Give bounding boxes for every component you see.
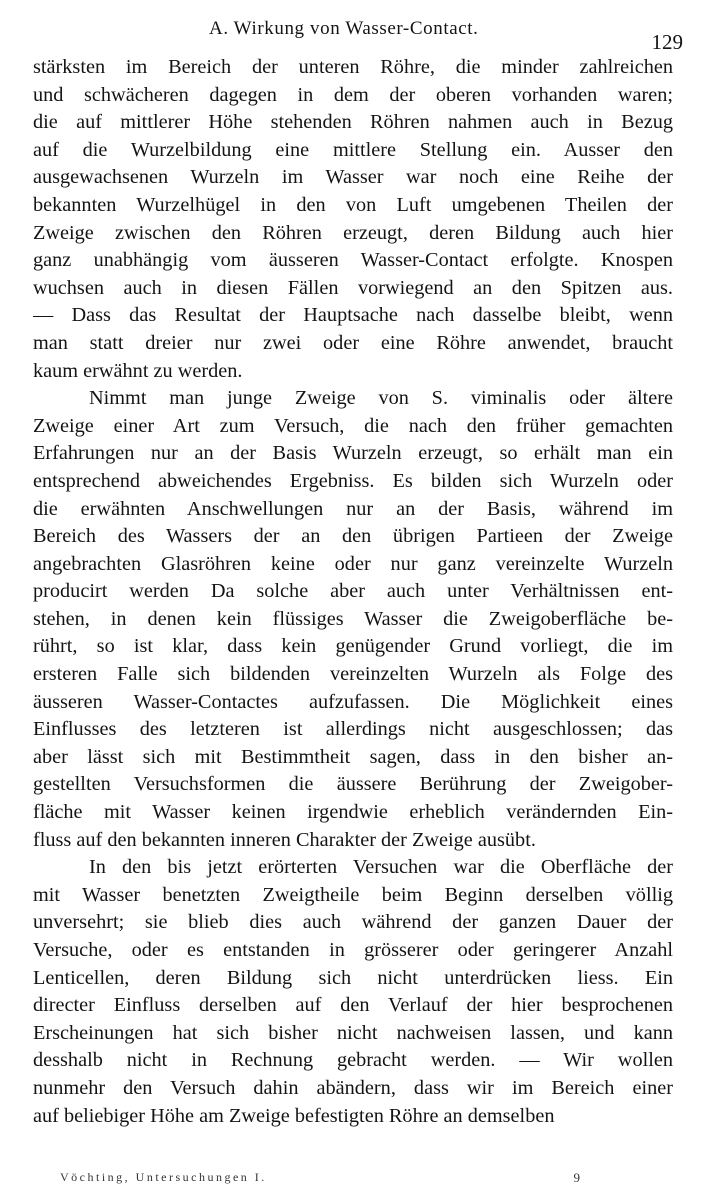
running-head: [33, 14, 683, 54]
text-line: Bereich des Wassers der an den übrigen Partieen der Zweige: [33, 525, 673, 548]
text-line: mit Wasser benetzten Zweigtheile beim Beginn derselben völlig: [33, 883, 673, 906]
paragraph: [33, 54, 673, 385]
text-line: stärksten im Bereich der unteren Röhre, die minder zahlreichen: [33, 56, 673, 78]
text-line: ausgewachsenen Wurzeln im Wasser war noch eine Reihe der: [33, 166, 673, 189]
text-line: fluss auf den bekannten inneren Charakter der Zweige ausübt.: [33, 828, 536, 851]
text-line: producirt werden Da solche aber auch unter Verhältnissen ent-: [33, 580, 673, 603]
text-line: äusseren Wasser-Contactes aufzufassen. Die Möglichkeit eines: [33, 690, 673, 713]
text-line: die erwähnten Anschwellungen nur an der Basis, während im: [33, 497, 673, 520]
text-line: Lenticellen, deren Bildung sich nicht unterdrücken liess. Ein: [33, 966, 673, 989]
text-line: gestellten Versuchsformen die äussere Berührung der Zweigober-: [33, 773, 673, 796]
body-text: [33, 54, 673, 1130]
text-line: auf die Wurzelbildung eine mittlere Stellung ein. Ausser den: [33, 138, 673, 161]
text-line: bekannten Wurzelhügel in den von Luft umgebenen Theilen der: [33, 193, 673, 216]
text-line: stehen, in denen kein flüssiges Wasser die Zweigoberfläche be-: [33, 607, 673, 630]
text-line: aber lässt sich mit Bestimmtheit sagen, dass in den bisher an-: [33, 745, 673, 768]
text-line: fläche mit Wasser keinen irgendwie erheblich verändernden Ein-: [33, 801, 673, 824]
text-line: entsprechend abweichendes Ergebniss. Es bilden sich Wurzeln oder: [33, 469, 673, 492]
text-line: die auf mittlerer Höhe stehenden Röhren nahmen auch in Bezug: [33, 111, 673, 134]
text-line: ganz unabhängig vom äusseren Wasser-Contact erfolgte. Knospen: [33, 249, 673, 272]
text-line: — Dass das Resultat der Hauptsache nach dasselbe bleibt, wenn: [33, 304, 673, 327]
footer-author: Vöchting, Untersuchungen I.: [60, 1170, 267, 1184]
text-line: Nimmt man junge Zweige von S. viminalis oder ältere: [89, 387, 673, 410]
page-number: 129: [651, 30, 683, 54]
page-footer: [60, 1170, 580, 1192]
footer-signature: 9: [573, 1170, 580, 1185]
text-line: Einflusses des letzteren ist allerdings nicht ausgeschlossen; das: [33, 718, 673, 741]
text-line: Erscheinungen hat sich bisher nicht nachweisen lassen, und kann: [33, 1021, 673, 1044]
text-line: desshalb nicht in Rechnung gebracht werden. — Wir wollen: [33, 1049, 673, 1072]
text-line: man statt dreier nur zwei oder eine Röhre anwendet, braucht: [33, 331, 673, 354]
text-line: unversehrt; sie blieb dies auch während der ganzen Dauer der: [33, 911, 673, 934]
text-line: ersteren Falle sich bildenden vereinzelten Wurzeln als Folge des: [33, 663, 673, 686]
text-line: Versuche, oder es entstanden in grösserer oder geringerer Anzahl: [33, 939, 673, 961]
text-line: kaum erwähnt zu werden.: [33, 359, 243, 382]
text-line: und schwächeren dagegen in dem der oberen vorhanden waren;: [33, 83, 673, 106]
text-line: nunmehr den Versuch dahin abändern, dass wir im Bereich einer: [33, 1076, 673, 1099]
text-line: wuchsen auch in diesen Fällen vorwiegend an den Spitzen aus.: [33, 276, 673, 299]
text-line: Zweige einer Art zum Versuch, die nach den früher gemachten: [33, 414, 673, 437]
text-line: In den bis jetzt erörterten Versuchen war die Oberfläche der: [89, 856, 673, 879]
text-line: Erfahrungen nur an der Basis Wurzeln erzeugt, so erhält man ein: [33, 442, 673, 465]
paragraph: [33, 385, 673, 854]
running-title: A. Wirkung von Wasser-Contact.: [209, 18, 479, 39]
text-line: rührt, so ist klar, dass kein genügender Grund vorliegt, die im: [33, 635, 673, 658]
text-line: auf beliebiger Höhe am Zweige befestigten Röhre an demselben: [33, 1104, 555, 1127]
text-line: directer Einfluss derselben auf den Verlauf der hier besprochenen: [33, 994, 673, 1017]
text-line: Zweige zwischen den Röhren erzeugt, deren Bildung auch hier: [33, 221, 673, 244]
paragraph: [33, 854, 673, 1130]
text-line: angebrachten Glasröhren keine oder nur ganz vereinzelte Wurzeln: [33, 552, 673, 575]
